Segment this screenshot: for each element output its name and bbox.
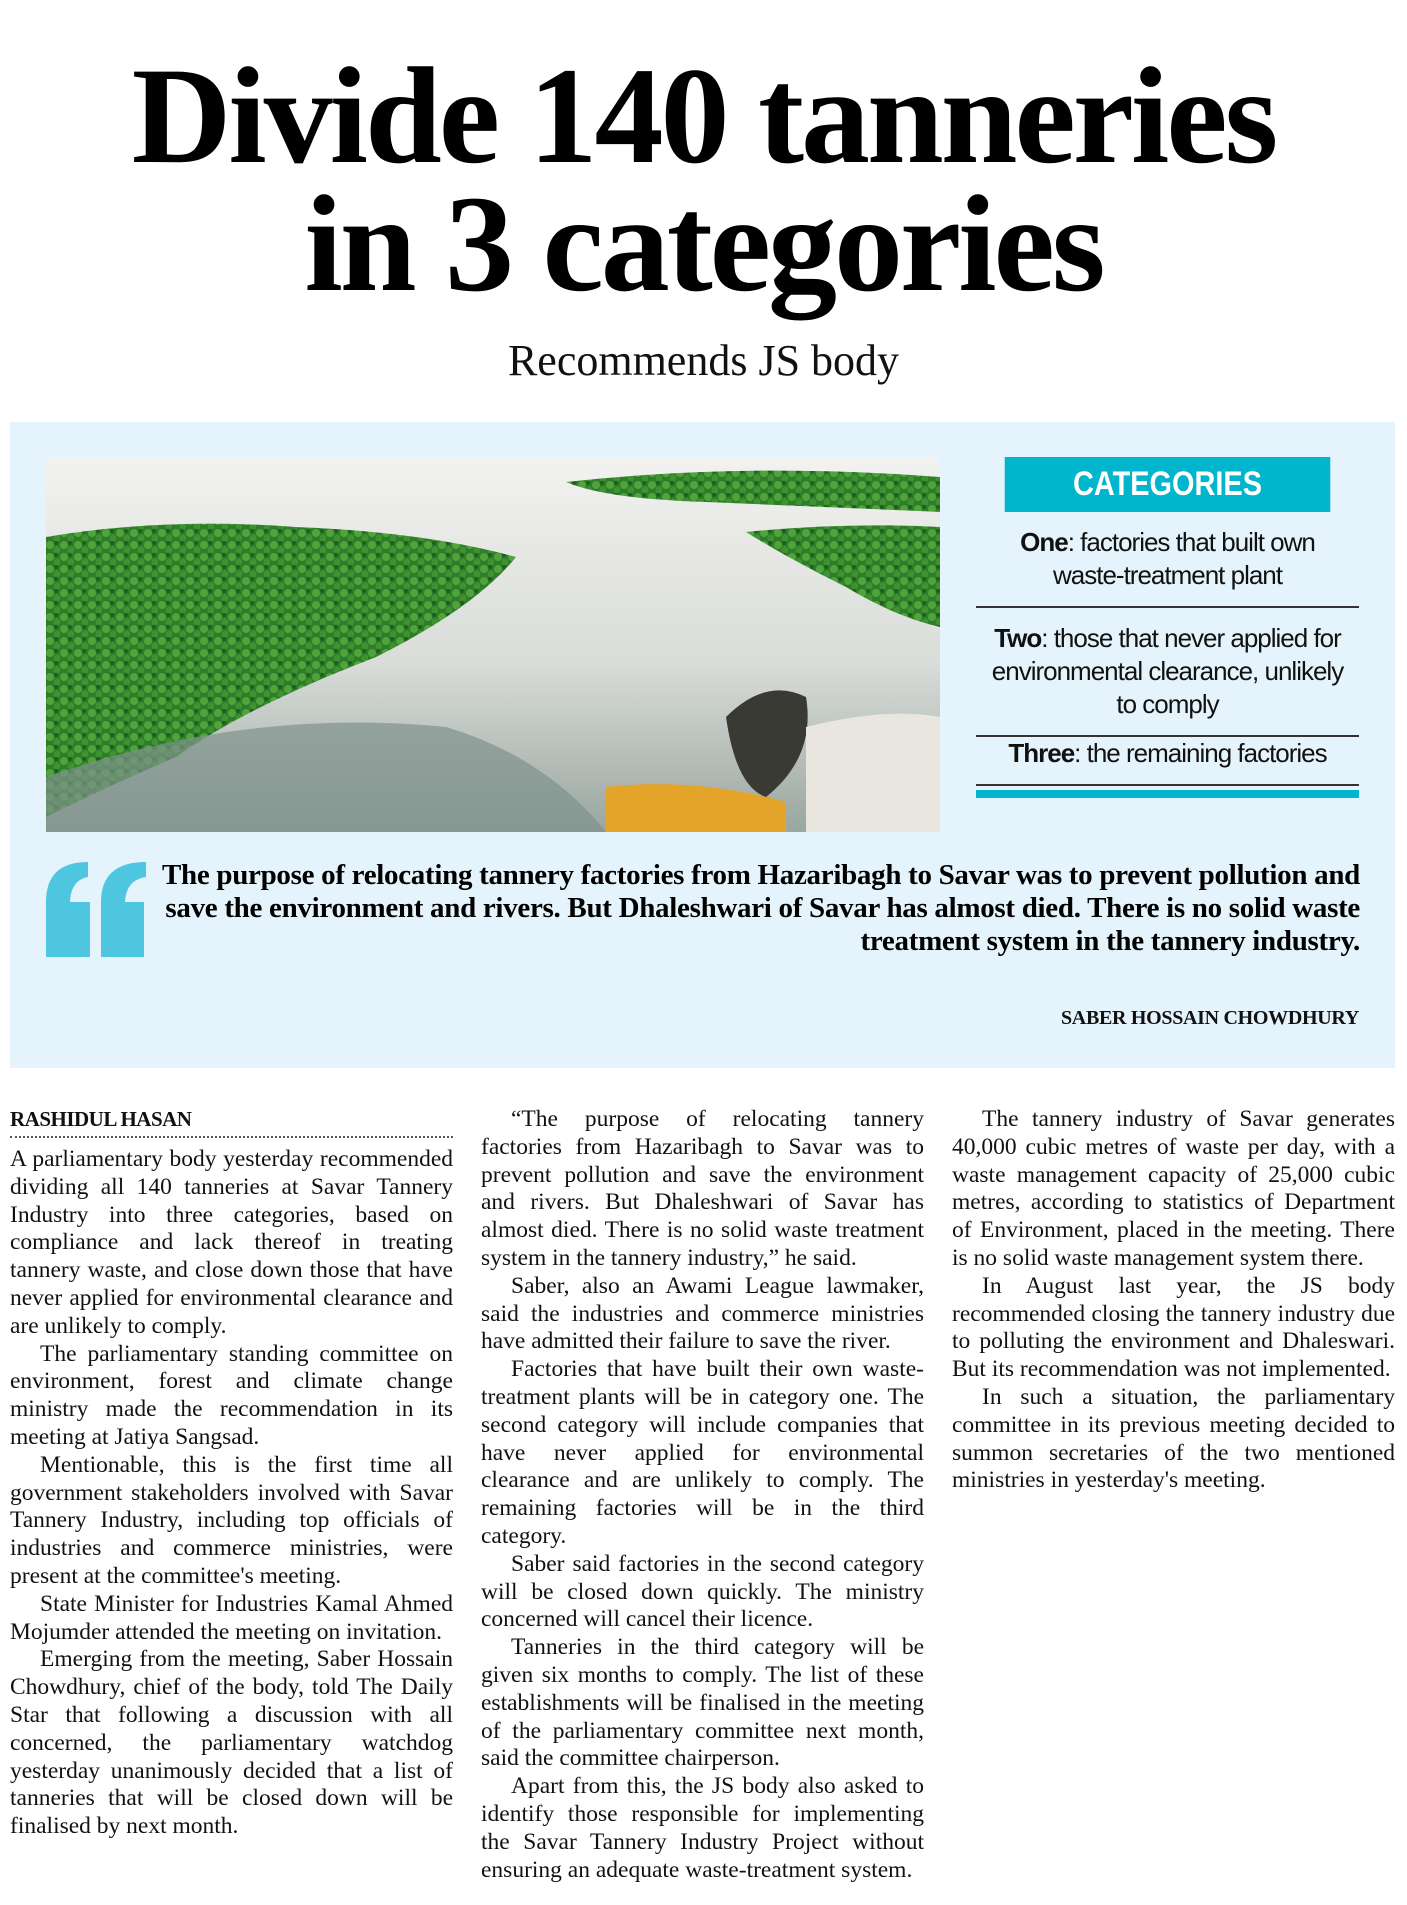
paragraph: The parliamentary standing committee on environment, forest and climate change ministry made the recommendation in its meeting at Jatiya Sangsad. [10,1340,453,1450]
river-pollution-photo [46,457,940,832]
category-label: Three [1008,738,1075,768]
paragraph: The tannery industry of Savar generates 40,000 cubic metres of waste per day, with a waste management capacity of 25,000 cubic metres, according to statistics of Department of Environment, placed in the meeting. There is no solid waste management system there. [952,1106,1395,1271]
paragraph: In August last year, the JS body recommended closing the tannery industry due to polluting the environment and Dhaleswari. But its recommendation was not implemented. [952,1272,1395,1383]
paragraph: State Minister for Industries Kamal Ahmed Mojumder attended the meeting on invitation. [10,1590,453,1645]
paragraph: A parliamentary body yesterday recommended dividing all 140 tanneries at Savar Tannery Industry into three categories, based on compliance and lack thereof in treating tannery waste, and close down those that have never applied for environmental clearance and are unlikely to comply. [10,1146,453,1339]
categories-title: CATEGORIES [1005,457,1331,512]
paragraph: Saber said factories in the second category will be closed down quickly. The ministry concerned will cancel their licence. [481,1550,924,1633]
pull-quote: The purpose of relocating tannery factories from Hazaribagh to Savar was to prevent pollution and save the environment and rivers. But Dhaleshwari of Savar has almost died. There is no solid waste treatment system in the tannery industry. [161,859,1360,957]
headline-line-2: in 3 categories [304,167,1103,320]
quote-mark-icon [46,862,151,957]
paragraph: “The purpose of relocating tannery factories from Hazaribagh to Savar was to prevent pollution and save the environment and rivers. But Dhaleshwari of Savar has almost died. There is no solid waste treatment system in the tannery industry,” he said. [481,1106,924,1271]
category-text: : those that never applied for environmental clearance, unlikely to comply [991,623,1344,719]
category-text: : factories that built own waste-treatment plant [1052,527,1315,590]
categories-footer-bar [976,790,1359,798]
quote-attribution: SABER HOSSAIN CHOWDHURY [1060,1007,1359,1029]
category-label: One [1020,527,1068,557]
byline-divider [10,1136,453,1138]
category-two [976,608,1359,737]
categories-box [976,457,1359,798]
paragraph: Factories that have built their own waste-treatment plants will be in category one. The second category will include companies that have never applied for environmental clearance and are unlikely to comply. The remaining factories will be in the third category. [481,1356,924,1549]
paragraph: Mentionable, this is the first time all government stakeholders involved with Savar Tannery Industry, including top officials of industries and commerce ministries, were present at the committee's meeting. [10,1451,453,1589]
feature-panel [10,422,1395,1068]
paragraph: Apart from this, the JS body also asked to identify those responsible for implementing the Savar Tannery Industry Project without ensuring an adequate waste-treatment system. [481,1773,924,1883]
category-one [976,512,1359,608]
paragraph: Emerging from the meeting, Saber Hossain Chowdhury, chief of the body, told The Daily Star that following a discussion with all concerned, the parliamentary watchdog yesterday unanimously decided that a list of tanneries that will be closed down will be finalised by next month. [10,1646,453,1840]
category-text: : the remaining factories [1074,738,1327,768]
paragraph: In such a situation, the parliamentary committee in its previous meeting decided to summon secretaries of the two mentioned ministries in yesterday's meeting. [952,1383,1395,1494]
category-three [976,737,1359,786]
subheadline: Recommends JS body [507,336,900,385]
byline: RASHIDUL HASAN [10,1107,192,1131]
headline [0,39,1407,320]
paragraph: Saber, also an Awami League lawmaker, said the industries and commerce ministries have admitted their failure to save the river. [481,1272,924,1355]
paragraph: Tanneries in the third category will be given six months to comply. The list of these establishments will be finalised in the meeting of the parliamentary committee next month, said the committee chairperson. [481,1634,924,1772]
headline-line-1: Divide 140 tanneries [131,39,1276,192]
article-body [10,1106,1395,1896]
category-label: Two [994,623,1042,653]
